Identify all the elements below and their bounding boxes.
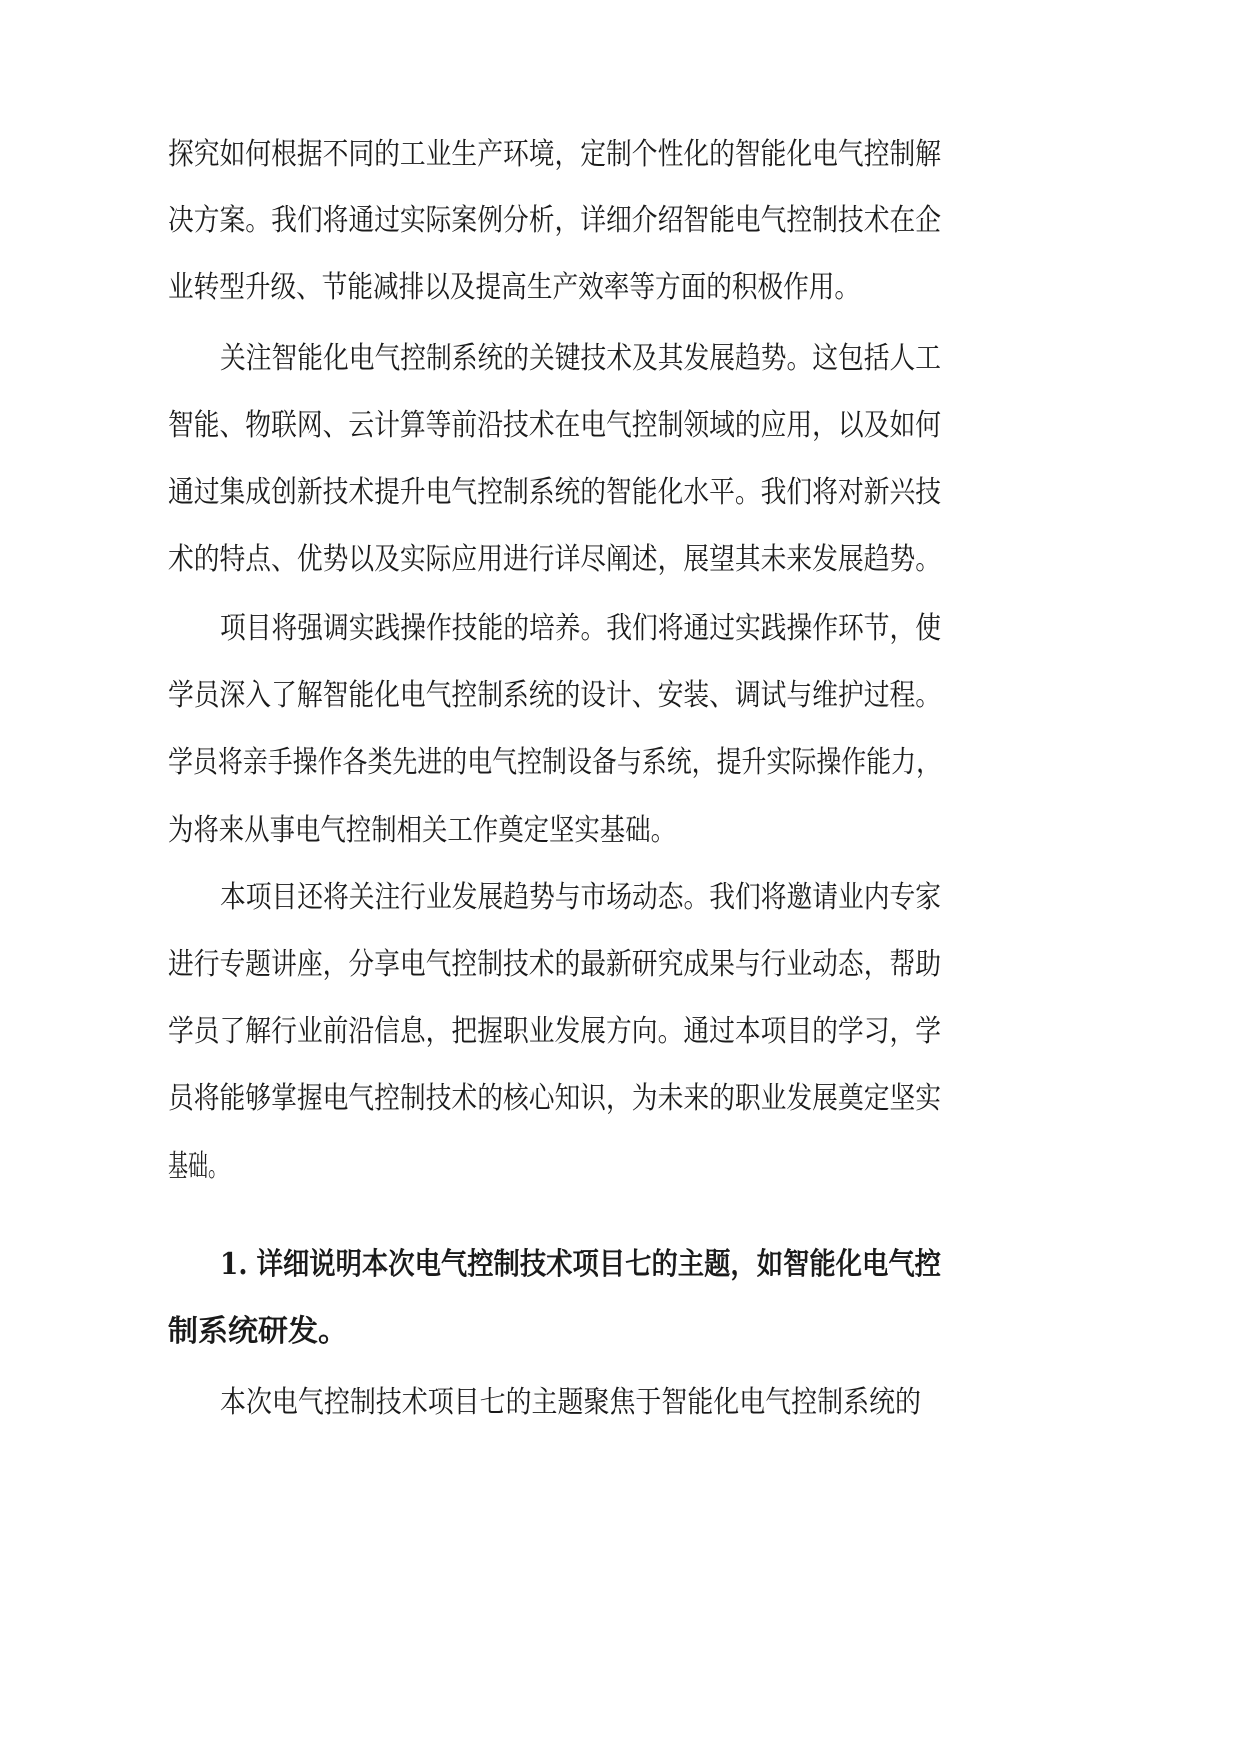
line-text: 基础。 (168, 1149, 228, 1184)
paragraph-1-line-1 (0, 130, 1241, 180)
heading-text: 1. 详细说明本次电气控制技术项目七的主题，如智能化电气控 (220, 1247, 941, 1282)
section-heading-line-2 (0, 1307, 1241, 1357)
paragraph-2-line-1 (0, 334, 1241, 384)
paragraph-5-line-1 (0, 1378, 1241, 1428)
line-text: 进行专题讲座，分享电气控制技术的最新研究成果与行业动态，帮助 (168, 947, 941, 982)
paragraph-1-line-3 (0, 263, 1241, 313)
line-text: 学员深入了解智能化电气控制系统的设计、安装、调试与维护过程。 (168, 678, 941, 713)
line-text: 通过集成创新技术提升电气控制系统的智能化水平。我们将对新兴技 (168, 475, 941, 510)
paragraph-3-line-2 (0, 671, 1241, 721)
line-text: 为将来从事电气控制相关工作奠定坚实基础。 (168, 813, 676, 848)
paragraph-2-line-4 (0, 535, 1241, 585)
line-text: 决方案。我们将通过实际案例分析，详细介绍智能电气控制技术在企 (168, 203, 941, 238)
line-text: 本次电气控制技术项目七的主题聚焦于智能化电气控制系统的 (220, 1385, 921, 1420)
paragraph-4-line-5 (0, 1142, 1241, 1192)
paragraph-4-line-4 (0, 1074, 1241, 1124)
paragraph-2-line-3 (0, 468, 1241, 518)
paragraph-1-line-2 (0, 196, 1241, 246)
section-heading-line-1 (0, 1240, 1241, 1290)
paragraph-4-line-3 (0, 1007, 1241, 1057)
paragraph-3-line-4 (0, 806, 1241, 856)
paragraph-3-line-3 (0, 738, 1241, 788)
line-text: 本项目还将关注行业发展趋势与市场动态。我们将邀请业内专家 (220, 880, 941, 915)
line-text: 术的特点、优势以及实际应用进行详尽阐述，展望其未来发展趋势。 (168, 542, 941, 577)
line-text: 智能、物联网、云计算等前沿技术在电气控制领域的应用，以及如何 (168, 408, 941, 443)
line-text: 学员了解行业前沿信息，把握职业发展方向。通过本项目的学习，学 (168, 1014, 941, 1049)
paragraph-3-line-1 (0, 604, 1241, 654)
line-text: 关注智能化电气控制系统的关键技术及其发展趋势。这包括人工 (220, 341, 941, 376)
line-text: 员将能够掌握电气控制技术的核心知识，为未来的职业发展奠定坚实 (168, 1081, 941, 1116)
line-text: 学员将亲手操作各类先进的电气控制设备与系统，提升实际操作能力， (168, 745, 941, 780)
paragraph-2-line-2 (0, 401, 1241, 451)
line-text: 业转型升级、节能减排以及提高生产效率等方面的积极作用。 (168, 270, 860, 305)
line-text: 项目将强调实践操作技能的培养。我们将通过实践操作环节，使 (220, 611, 941, 646)
paragraph-4-line-1 (0, 873, 1241, 923)
line-text: 探究如何根据不同的工业生产环境，定制个性化的智能化电气控制解 (168, 137, 941, 172)
paragraph-4-line-2 (0, 940, 1241, 990)
heading-text: 制系统研发。 (168, 1314, 348, 1349)
